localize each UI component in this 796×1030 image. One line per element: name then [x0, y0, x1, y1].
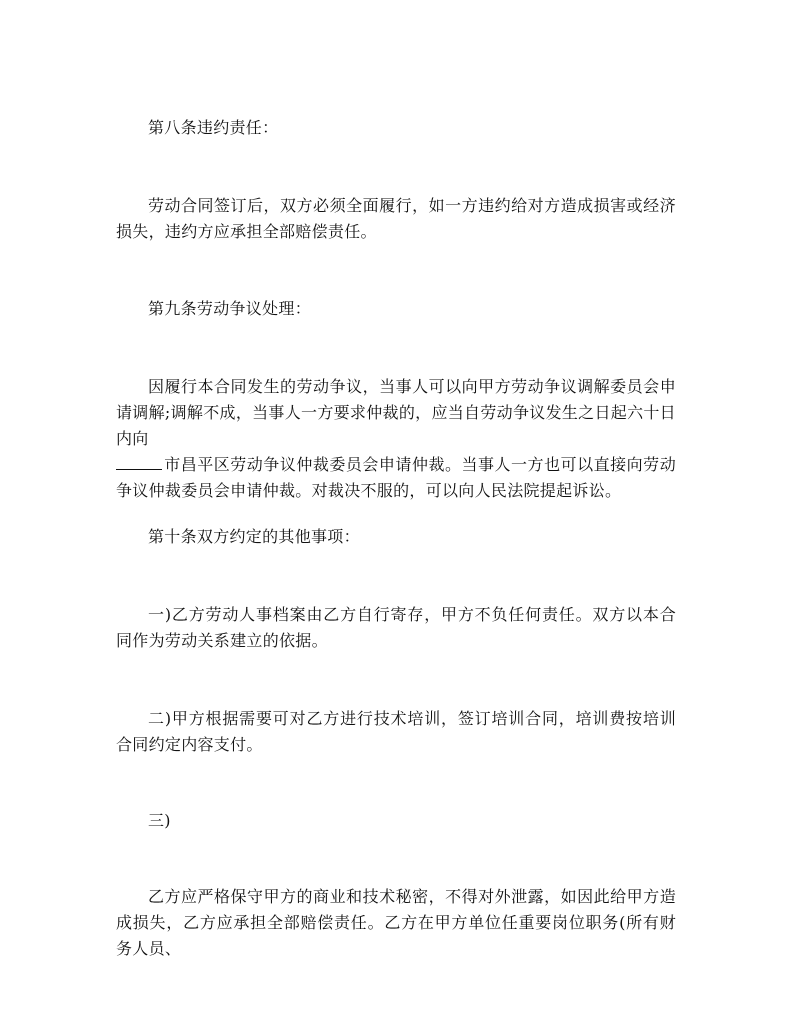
- article-8-body: 劳动合同签订后，双方必须全面履行，如一方违约给对方造成损害或经济损失，违约方应承担全部赔偿责任。: [116, 196, 676, 241]
- article-10-item-3-label: 三): [148, 811, 171, 830]
- article-9-body-part1: 因履行本合同发生的劳动争议，当事人可以向甲方劳动争议调解委员会申请调解;调解不成，当事人一方要求仲裁的，应当自劳动争议发生之日起六十日内向: [116, 377, 676, 448]
- blank-line: [116, 455, 162, 470]
- article-9-body: [116, 374, 676, 504]
- article-10-item-2: 二)甲方根据需要可对乙方进行技术培训，签订培训合同，培训费按培训合同约定内容支付。: [116, 709, 676, 754]
- article-10-item-1: 一)乙方劳动人事档案由乙方自行寄存，甲方不负任何责任。双方以本合同作为劳动关系建立的依据。: [116, 605, 676, 650]
- article-9-body-part2: 市昌平区劳动争议仲裁委员会申请仲裁。当事人一方也可以直接向劳动争议仲裁委员会申请仲裁。对裁决不服的，可以向人民法院提起诉讼。: [116, 455, 676, 500]
- article-10-item-3-body: 乙方应严格保守甲方的商业和技术秘密，不得对外泄露，如因此给甲方造成损失，乙方应承担全部赔偿责任。乙方在甲方单位任重要岗位职务(所有财务人员、: [116, 887, 676, 958]
- article-9-title: 第九条劳动争议处理：: [148, 299, 312, 318]
- article-10-title: 第十条双方约定的其他事项：: [148, 527, 360, 546]
- article-8-title: 第八条违约责任：: [148, 118, 279, 137]
